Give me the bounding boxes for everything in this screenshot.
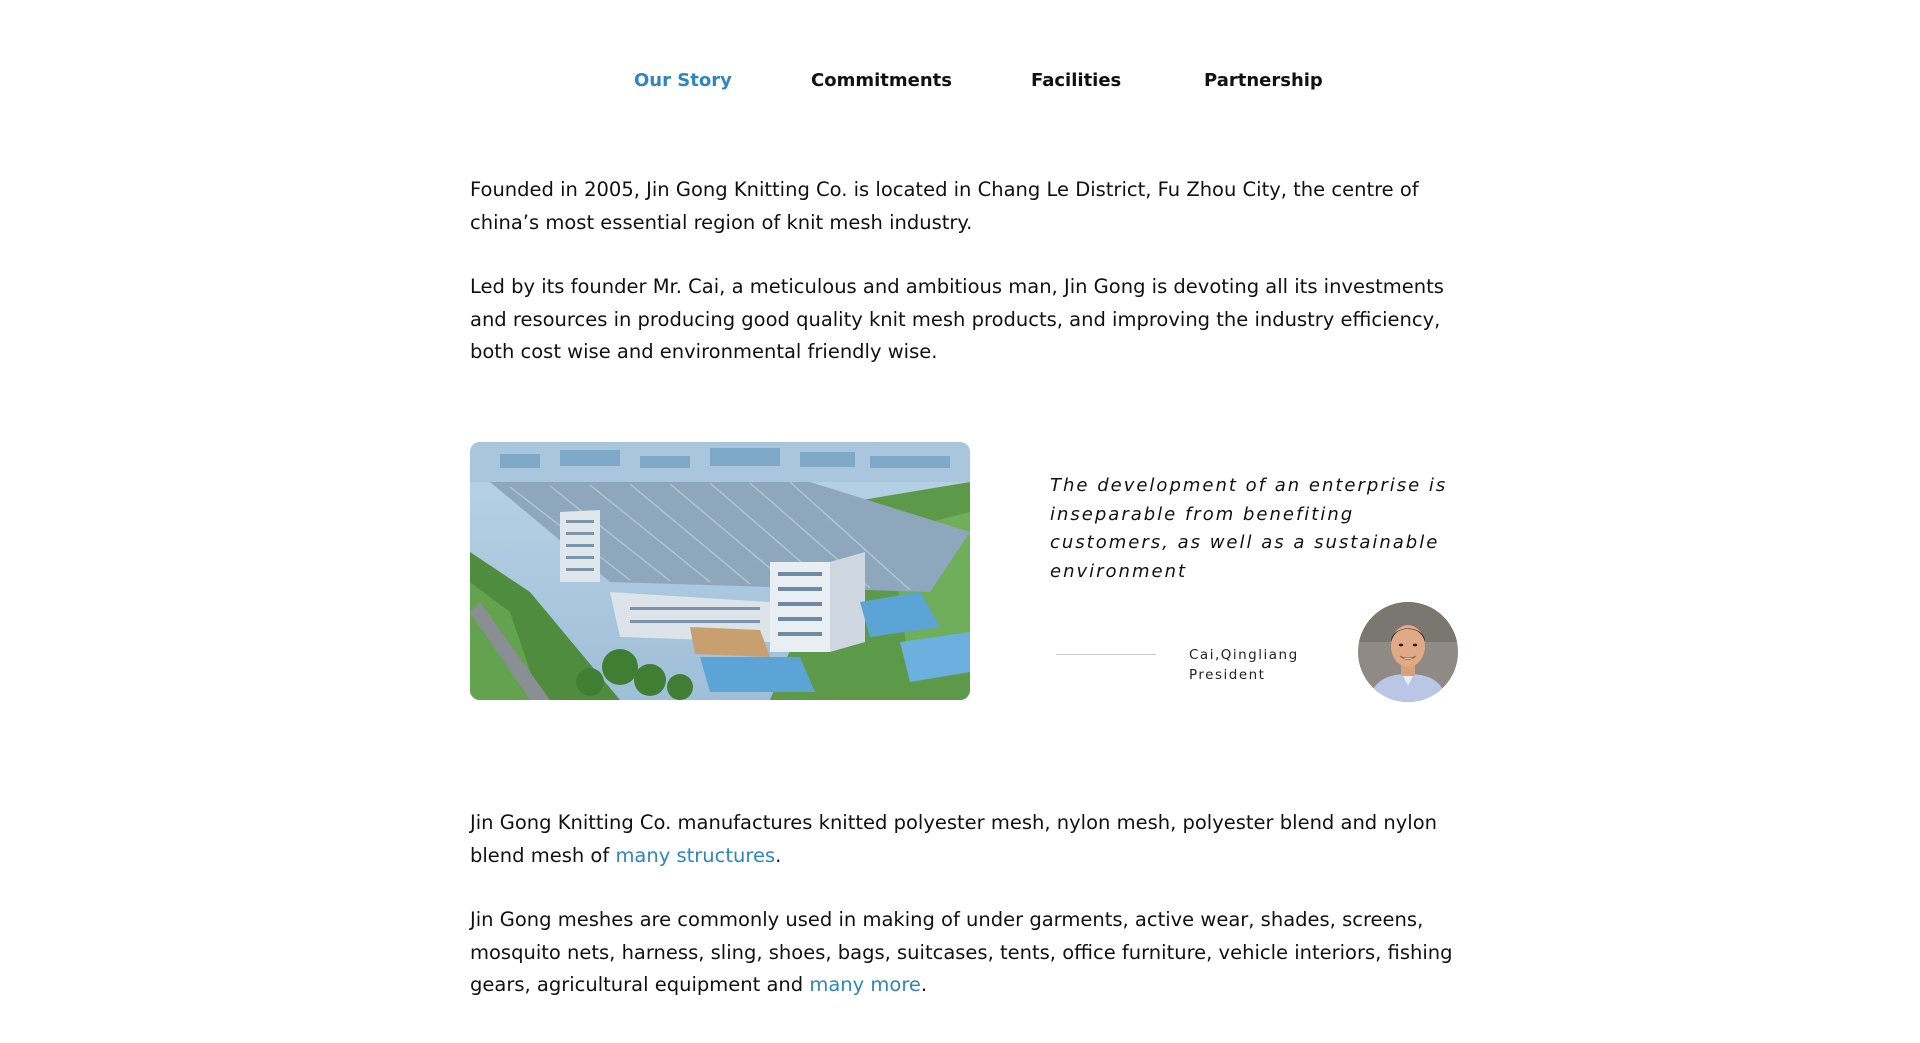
products-paragraph-materials (470, 807, 1480, 872)
factory-aerial-photo (470, 442, 970, 700)
intro-paragraph-founding: Founded in 2005, Jin Gong Knitting Co. is located in Chang Le District, Fu Zhou City, the centre of china’s most essential region of knit mesh industry. (470, 178, 1419, 234)
tab-facilities[interactable]: Facilities (1031, 70, 1122, 91)
products-paragraph-uses (470, 904, 1480, 1002)
president-avatar (1358, 602, 1458, 702)
tab-our-story[interactable]: Our Story (634, 70, 732, 91)
tab-commitments[interactable]: Commitments (811, 70, 952, 91)
section-tabs (0, 66, 1920, 96)
many-structures-link[interactable]: many structures (615, 843, 776, 867)
author-name: Cai,Qingliang (1189, 647, 1299, 663)
president-quote: The development of an enterprise is inseparable from benefiting customers, as well as a sustainable environment (1050, 475, 1448, 582)
author-title: President (1189, 667, 1266, 683)
intro-paragraph-founder: Led by its founder Mr. Cai, a meticulous and ambitious man, Jin Gong is devoting all its investments and resources in producing good quality knit mesh products, and improving the industry efficiency, both cost wise and environmental friendly wise. (470, 275, 1444, 363)
products-uses-text: Jin Gong meshes are commonly used in making of under garments, active wear, shades, screens, mosquito nets, harness, sling, shoes, bags, suitcases, tents, office furniture, vehicle interiors, fishing gears, agricultural equipment and (470, 908, 1453, 996)
quote-author (1189, 645, 1299, 685)
products-uses-period: . (920, 973, 928, 996)
products-materials-period: . (775, 843, 782, 867)
tab-partnership[interactable]: Partnership (1204, 70, 1323, 91)
quote-divider (1056, 654, 1156, 655)
products-materials-text: Jin Gong Knitting Co. manufactures knitted polyester mesh, nylon mesh, polyester blend and nylon blend mesh of (470, 811, 1437, 867)
many-more-link[interactable]: many more (809, 973, 921, 996)
